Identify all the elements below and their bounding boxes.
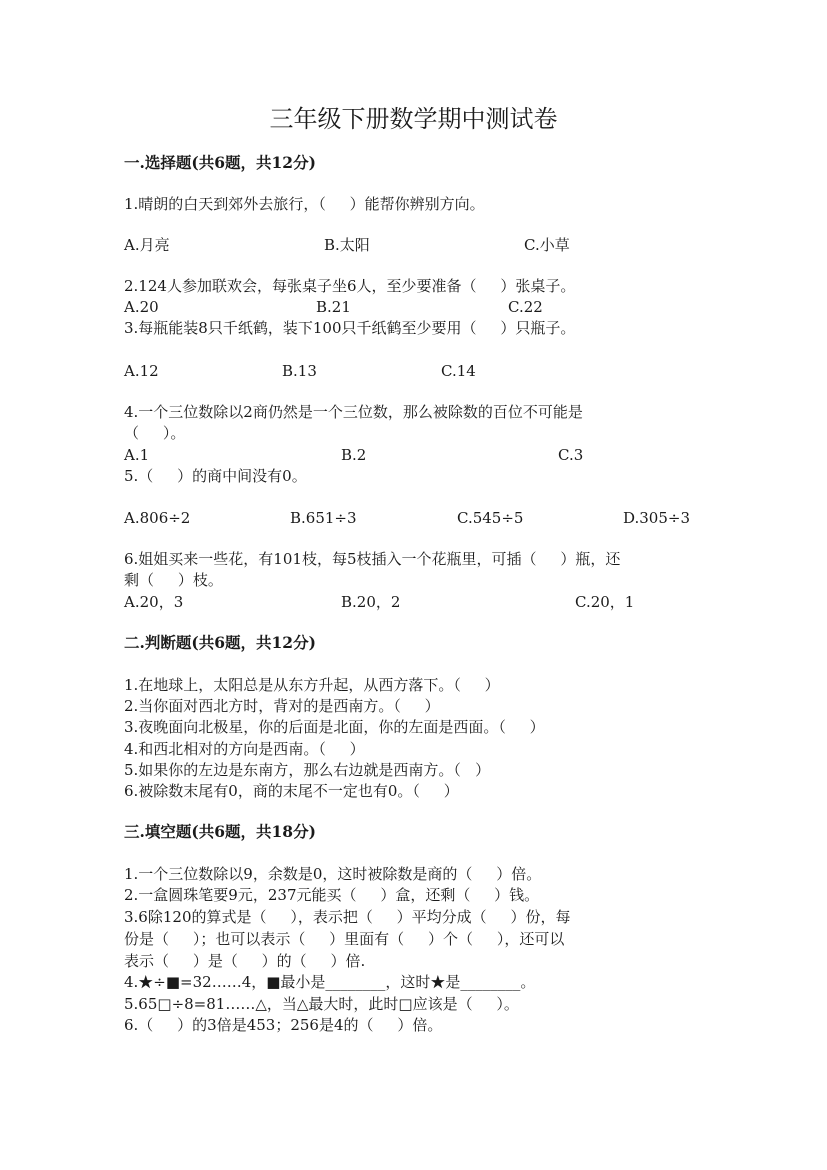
question-stem: 2.124人参加联欢会，每张桌子坐6人，至少要准备（ ）张桌子。 [124,277,576,295]
question-stem-cont: 剩（ ）枝。 [124,571,223,589]
list-item: 2.一盒圆珠笔要9元，237元能买（ ）盒，还剩（ ）钱。 [124,886,540,904]
option-c: C.545÷5 [457,509,524,527]
question-stem-cont: （ ）。 [124,424,186,442]
option-c: C.小草 [524,236,570,254]
list-item: 3.6除120的算式是（ ），表示把（ ）平均分成（ ）份，每 [124,908,571,926]
section-heading: 三.填空题(共6题，共18分) [124,822,316,841]
option-a: A.806÷2 [124,509,191,527]
option-a: A.12 [124,362,159,380]
option-c: C.22 [508,298,543,316]
question-stem: 5.（ ）的商中间没有0。 [124,467,307,485]
option-c: C.14 [441,362,476,380]
list-item: 1.一个三位数除以9，余数是0，这时被除数是商的（ ）倍。 [124,865,542,883]
list-item: 份是（ ）；也可以表示（ ）里面有（ ）个（ ），还可以 [124,930,565,948]
list-item: 表示（ ）是（ ）的（ ）倍. [124,952,366,970]
section-heading: 一.选择题(共6题，共12分) [124,153,316,172]
list-item: 6.（ ）的3倍是453；256是4的（ ）倍。 [124,1016,443,1034]
question-stem: 3.每瓶能装8只千纸鹤，装下100只千纸鹤至少要用（ ）只瓶子。 [124,319,576,337]
option-b: B.651÷3 [290,509,357,527]
option-b: B.21 [316,298,351,316]
option-a: A.20 [124,298,159,316]
option-a: A.月亮 [124,236,170,254]
option-c: C.3 [558,446,584,464]
option-a: A.1 [124,446,150,464]
list-item: 5.如果你的左边是东南方，那么右边就是西南方。（ ） [124,761,491,779]
list-item: 2.当你面对西北方时，背对的是西南方。（ ） [124,697,440,715]
list-item: 1.在地球上，太阳总是从东方升起，从西方落下。（ ） [124,676,500,694]
list-item: 3.夜晚面向北极星，你的后面是北面，你的左面是西面。（ ） [124,718,545,736]
question-stem: 1.晴朗的白天到郊外去旅行，（ ）能帮你辨别方向。 [124,195,485,213]
option-b: B.2 [341,446,367,464]
page-title: 三年级下册数学期中测试卷 [269,105,558,133]
list-item: 6.被除数末尾有0，商的末尾不一定也有0。（ ） [124,782,459,800]
list-item: 5.65□÷8=81……△，当△最大时，此时□应该是（ ）。 [124,995,519,1013]
list-item: 4.★÷■=32……4，■最小是________，这时★是________。 [124,973,536,991]
option-b: B.13 [282,362,317,380]
option-b: B.太阳 [324,236,370,254]
section-heading: 二.判断题(共6题，共12分) [124,633,316,652]
option-c: C.20，1 [575,593,635,611]
question-stem: 6.姐姐买来一些花，有101枝，每5枝插入一个花瓶里，可插（ ）瓶，还 [124,550,621,568]
option-b: B.20，2 [341,593,401,611]
option-a: A.20，3 [124,593,184,611]
question-stem: 4.一个三位数除以2商仍然是一个三位数，那么被除数的百位不可能是 [124,403,583,421]
list-item: 4.和西北相对的方向是西南。（ ） [124,740,365,758]
option-d: D.305÷3 [623,509,691,527]
